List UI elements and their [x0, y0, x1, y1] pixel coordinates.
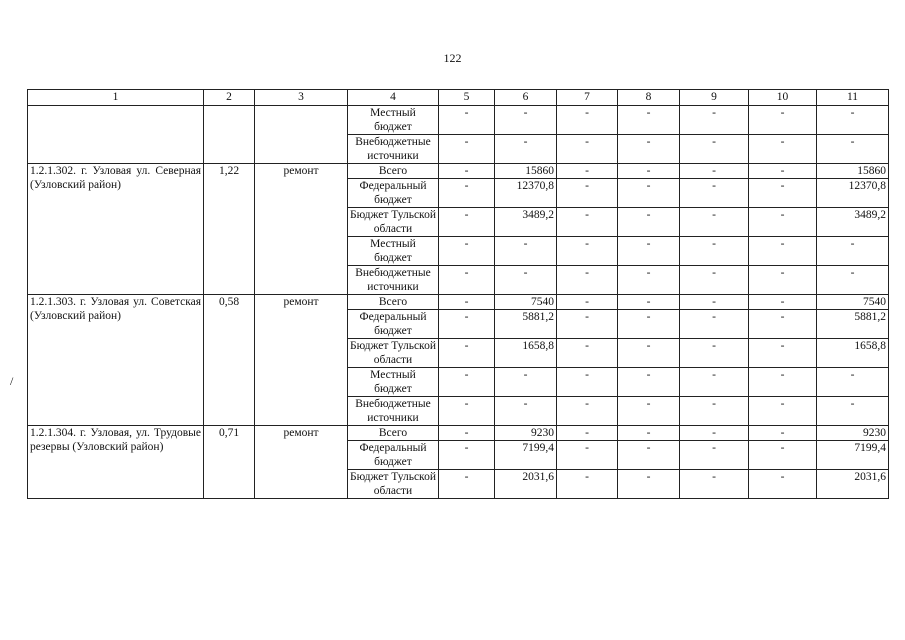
header-cell: 8: [618, 90, 680, 106]
value-cell: -: [680, 397, 749, 426]
value-cell: 15860: [817, 164, 889, 179]
value-cell: -: [557, 426, 618, 441]
value-cell: -: [749, 339, 817, 368]
value-cell: -: [439, 426, 495, 441]
value-cell: 9230: [495, 426, 557, 441]
funding-source-cell: Бюджет Тульской области: [348, 339, 439, 368]
value-cell: -: [680, 368, 749, 397]
value-cell: -: [557, 179, 618, 208]
value-cell: 3489,2: [817, 208, 889, 237]
value-cell: -: [618, 208, 680, 237]
value-cell: -: [680, 237, 749, 266]
value-cell: -: [749, 164, 817, 179]
value-cell: -: [618, 295, 680, 310]
length-cell: 1,22: [204, 164, 255, 295]
value-cell: -: [618, 106, 680, 135]
value-cell: -: [618, 441, 680, 470]
value-cell: -: [618, 266, 680, 295]
value-cell: -: [749, 310, 817, 339]
funding-source-cell: Всего: [348, 426, 439, 441]
table-row: [28, 106, 889, 135]
table-row: [28, 295, 889, 310]
funding-source-cell: Бюджет Тульской области: [348, 208, 439, 237]
object-name-cell: 1.2.1.303. г. Узловая ул. Советская (Узловский район): [28, 295, 204, 426]
value-cell: -: [557, 310, 618, 339]
value-cell: 5881,2: [495, 310, 557, 339]
value-cell: -: [557, 441, 618, 470]
table-row: [28, 426, 889, 441]
value-cell: -: [680, 470, 749, 499]
table-body: [28, 90, 889, 499]
value-cell: -: [749, 208, 817, 237]
value-cell: -: [749, 397, 817, 426]
value-cell: -: [495, 266, 557, 295]
value-cell: -: [439, 310, 495, 339]
value-cell: -: [618, 135, 680, 164]
value-cell: 1658,8: [817, 339, 889, 368]
value-cell: -: [495, 135, 557, 164]
funding-source-cell: Федеральный бюджет: [348, 179, 439, 208]
value-cell: -: [439, 339, 495, 368]
value-cell: -: [557, 135, 618, 164]
value-cell: -: [618, 179, 680, 208]
value-cell: -: [817, 135, 889, 164]
value-cell: -: [680, 310, 749, 339]
table-row: [28, 164, 889, 179]
value-cell: -: [439, 397, 495, 426]
budget-table: [27, 89, 889, 499]
value-cell: -: [618, 426, 680, 441]
value-cell: -: [817, 397, 889, 426]
header-cell: 7: [557, 90, 618, 106]
value-cell: -: [439, 441, 495, 470]
value-cell: -: [680, 106, 749, 135]
value-cell: -: [680, 426, 749, 441]
value-cell: -: [495, 397, 557, 426]
value-cell: -: [557, 208, 618, 237]
value-cell: -: [557, 295, 618, 310]
value-cell: -: [817, 237, 889, 266]
header-cell: 1: [28, 90, 204, 106]
value-cell: -: [680, 179, 749, 208]
header-cell: 9: [680, 90, 749, 106]
value-cell: -: [817, 266, 889, 295]
value-cell: -: [495, 106, 557, 135]
value-cell: -: [557, 368, 618, 397]
value-cell: -: [749, 135, 817, 164]
value-cell: 7540: [495, 295, 557, 310]
header-cell: 3: [255, 90, 348, 106]
funding-source-cell: Местный бюджет: [348, 368, 439, 397]
value-cell: -: [680, 441, 749, 470]
length-cell: [204, 106, 255, 164]
work-type-cell: [255, 106, 348, 164]
value-cell: -: [495, 237, 557, 266]
value-cell: -: [557, 397, 618, 426]
value-cell: -: [439, 266, 495, 295]
value-cell: -: [495, 368, 557, 397]
value-cell: -: [749, 470, 817, 499]
value-cell: 7540: [817, 295, 889, 310]
value-cell: -: [817, 106, 889, 135]
value-cell: 7199,4: [495, 441, 557, 470]
value-cell: -: [749, 106, 817, 135]
value-cell: -: [817, 368, 889, 397]
value-cell: -: [618, 164, 680, 179]
funding-source-cell: Внебюджетные источники: [348, 266, 439, 295]
value-cell: -: [680, 295, 749, 310]
value-cell: 12370,8: [495, 179, 557, 208]
funding-source-cell: Федеральный бюджет: [348, 310, 439, 339]
value-cell: -: [618, 470, 680, 499]
value-cell: 15860: [495, 164, 557, 179]
value-cell: -: [680, 164, 749, 179]
length-cell: 0,71: [204, 426, 255, 499]
value-cell: -: [680, 339, 749, 368]
value-cell: -: [618, 368, 680, 397]
length-cell: 0,58: [204, 295, 255, 426]
header-cell: 10: [749, 90, 817, 106]
object-name-cell: 1.2.1.302. г. Узловая ул. Северная (Узловский район): [28, 164, 204, 295]
header-cell: 11: [817, 90, 889, 106]
work-type-cell: ремонт: [255, 295, 348, 426]
header-cell: 4: [348, 90, 439, 106]
value-cell: -: [439, 106, 495, 135]
value-cell: -: [749, 426, 817, 441]
header-cell: 2: [204, 90, 255, 106]
value-cell: 5881,2: [817, 310, 889, 339]
value-cell: -: [618, 310, 680, 339]
value-cell: -: [439, 295, 495, 310]
header-cell: 6: [495, 90, 557, 106]
value-cell: -: [439, 179, 495, 208]
funding-source-cell: Бюджет Тульской области: [348, 470, 439, 499]
value-cell: -: [749, 237, 817, 266]
work-type-cell: ремонт: [255, 164, 348, 295]
value-cell: 1658,8: [495, 339, 557, 368]
value-cell: -: [680, 266, 749, 295]
value-cell: -: [749, 368, 817, 397]
funding-source-cell: Внебюджетные источники: [348, 397, 439, 426]
funding-source-cell: Местный бюджет: [348, 106, 439, 135]
value-cell: -: [557, 339, 618, 368]
value-cell: -: [618, 397, 680, 426]
value-cell: -: [749, 266, 817, 295]
value-cell: -: [618, 237, 680, 266]
value-cell: -: [557, 237, 618, 266]
object-name-cell: [28, 106, 204, 164]
value-cell: 2031,6: [817, 470, 889, 499]
work-type-cell: ремонт: [255, 426, 348, 499]
value-cell: -: [439, 470, 495, 499]
value-cell: -: [749, 295, 817, 310]
object-name-cell: 1.2.1.304. г. Узловая, ул. Трудовые резервы (Узловский район): [28, 426, 204, 499]
value-cell: -: [439, 164, 495, 179]
margin-mark: /: [10, 374, 14, 388]
value-cell: 2031,6: [495, 470, 557, 499]
value-cell: -: [618, 339, 680, 368]
funding-source-cell: Всего: [348, 164, 439, 179]
funding-source-cell: Внебюджетные источники: [348, 135, 439, 164]
value-cell: -: [749, 179, 817, 208]
funding-source-cell: Местный бюджет: [348, 237, 439, 266]
value-cell: 3489,2: [495, 208, 557, 237]
value-cell: 12370,8: [817, 179, 889, 208]
value-cell: -: [557, 164, 618, 179]
value-cell: -: [557, 470, 618, 499]
value-cell: -: [680, 135, 749, 164]
value-cell: -: [439, 135, 495, 164]
header-row: [28, 90, 889, 106]
page-number: 122: [443, 51, 462, 65]
funding-source-cell: Всего: [348, 295, 439, 310]
value-cell: 9230: [817, 426, 889, 441]
value-cell: -: [439, 208, 495, 237]
value-cell: -: [680, 208, 749, 237]
value-cell: -: [557, 106, 618, 135]
header-cell: 5: [439, 90, 495, 106]
value-cell: -: [557, 266, 618, 295]
funding-source-cell: Федеральный бюджет: [348, 441, 439, 470]
value-cell: -: [749, 441, 817, 470]
value-cell: -: [439, 368, 495, 397]
value-cell: -: [439, 237, 495, 266]
value-cell: 7199,4: [817, 441, 889, 470]
